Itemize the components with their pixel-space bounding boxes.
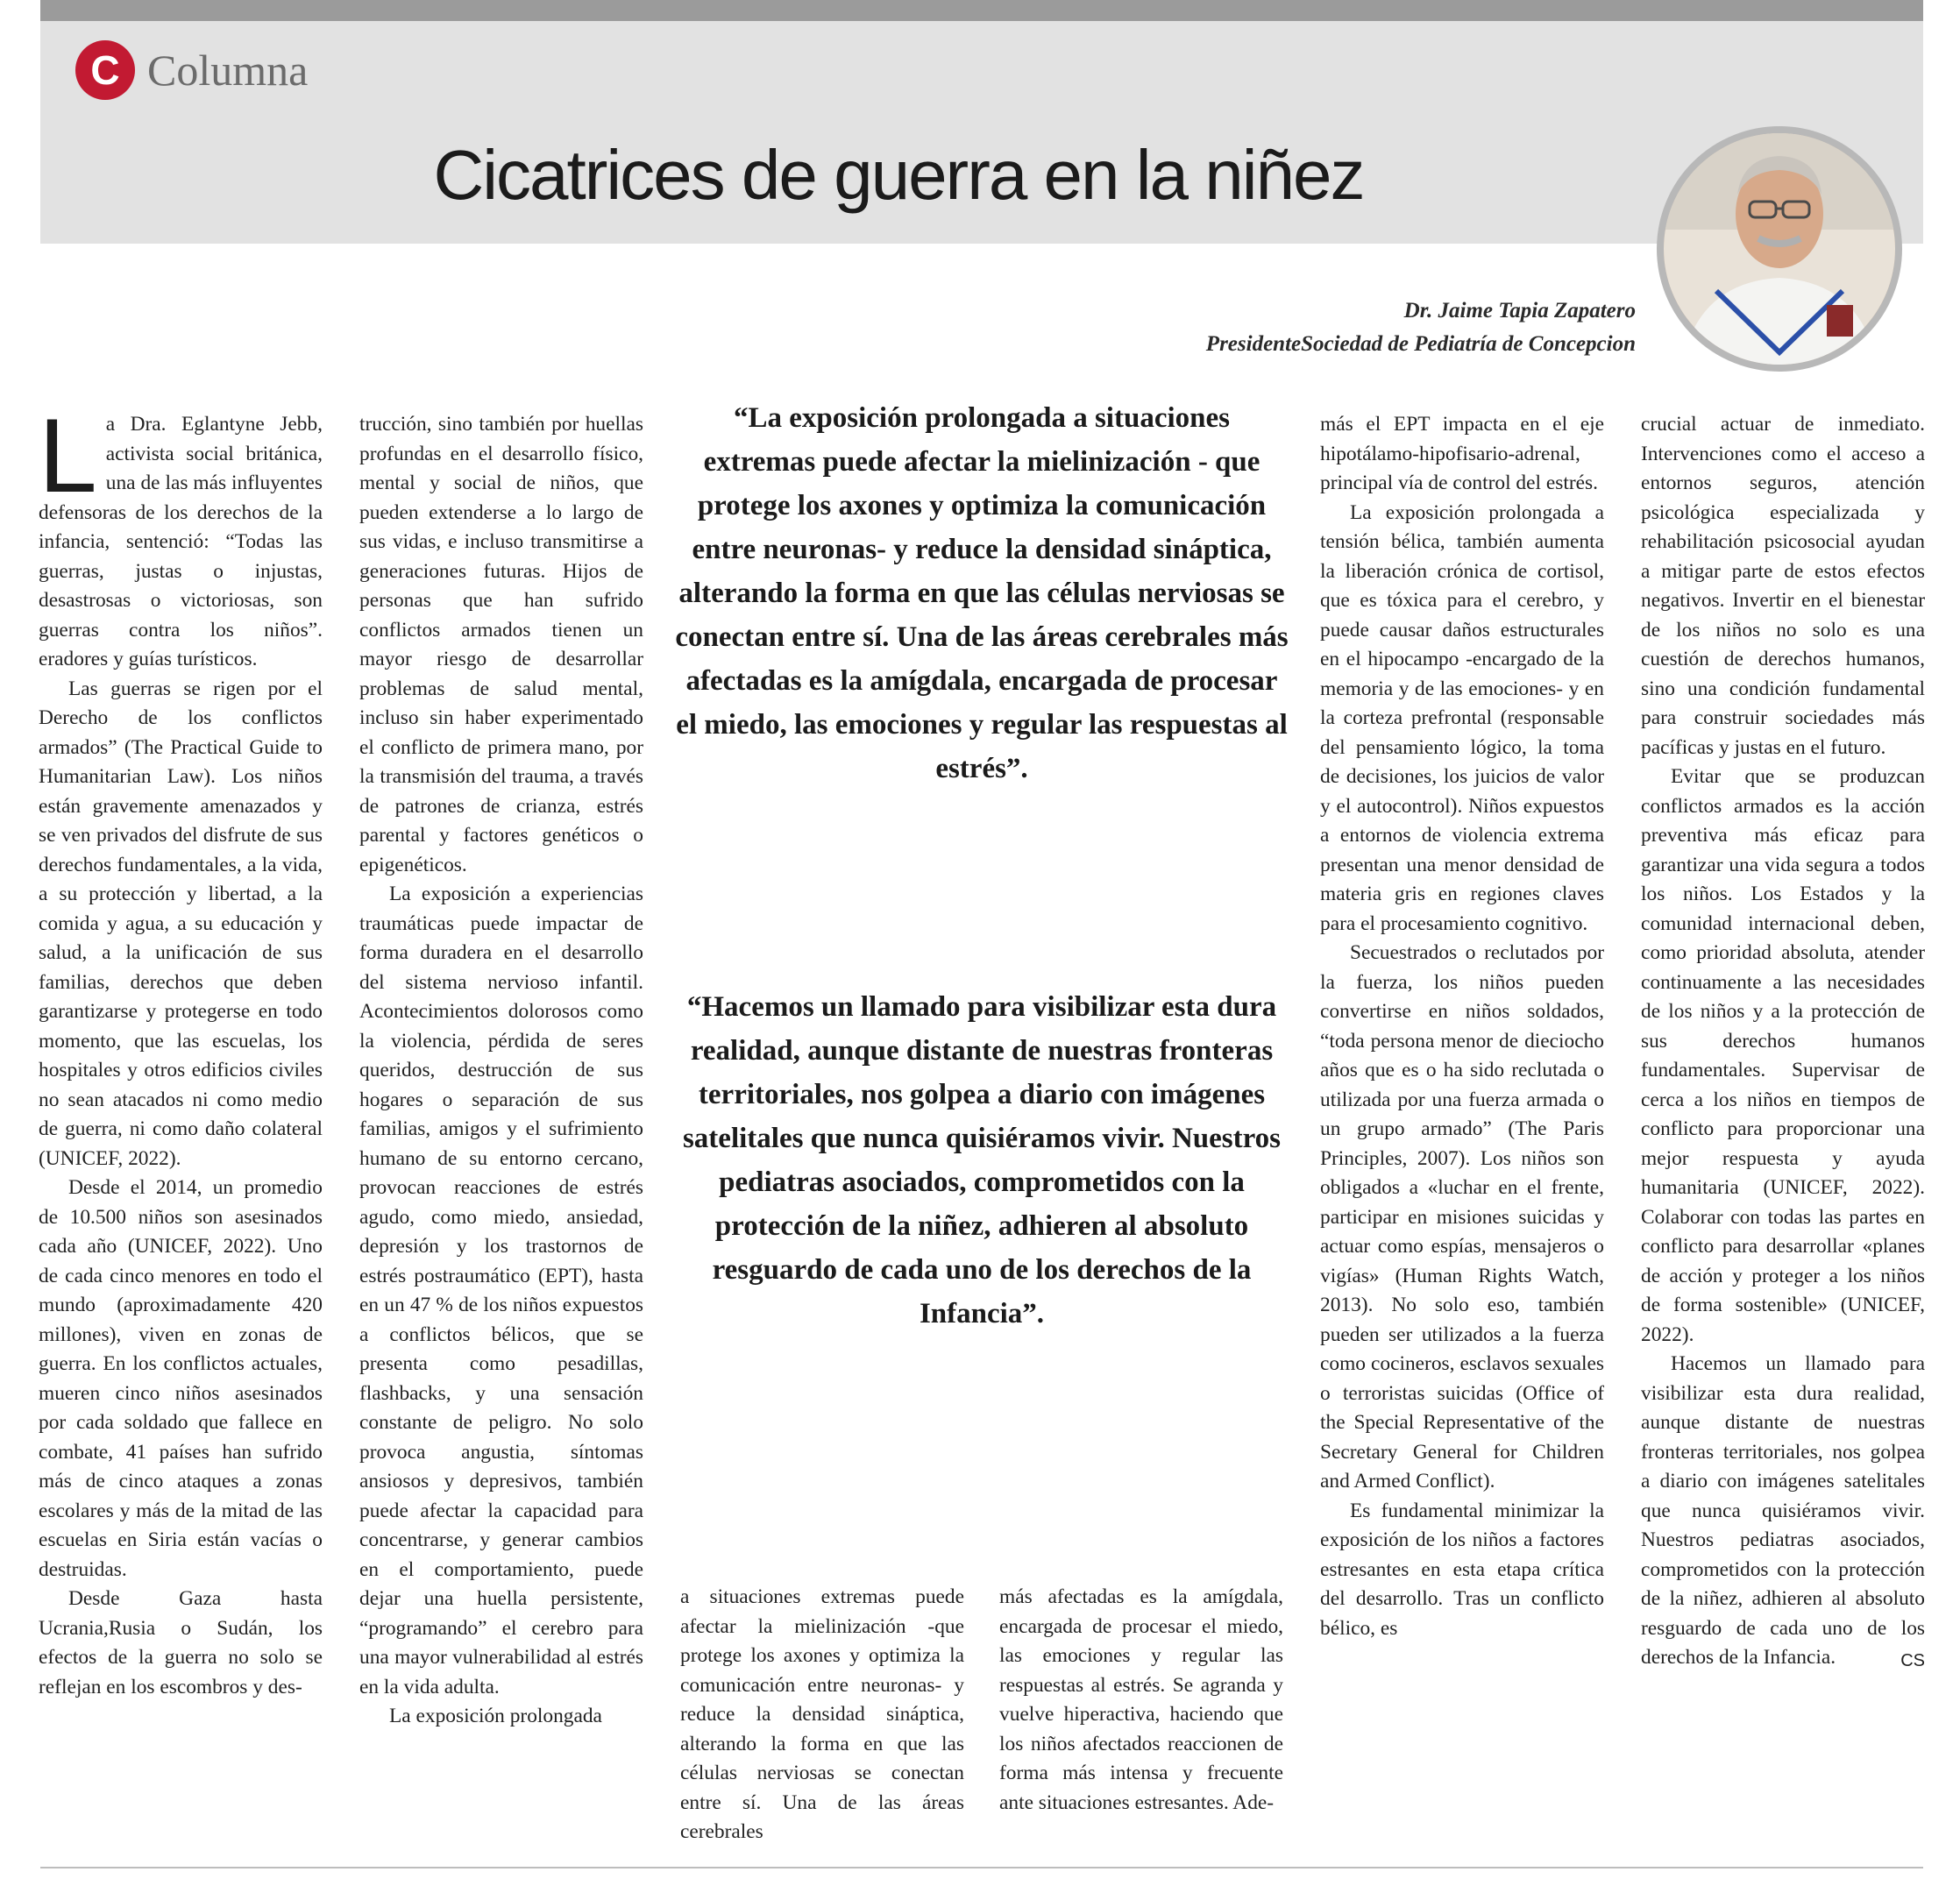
article-headline: Cicatrices de guerra en la niñez bbox=[433, 136, 1364, 214]
paragraph: a situaciones extremas puede afectar la mielinización -que protege los axones y optimiza la comunicación entre neuronas- y reduce la densidad sináptica, alterando la forma en que las células nerviosas se conectan entre sí. Una de las áreas cerebrales bbox=[680, 1585, 964, 1843]
section-logo-icon: C bbox=[75, 40, 135, 100]
author-portrait bbox=[1657, 126, 1902, 372]
paragraph: La exposición prolongada a tensión bélica, también aumenta la liberación crónica de cortisol, que es tóxica para el cerebro, y puede causar daños estructurales en el hipocampo -encargado de la memoria y de las emociones- y en la corteza prefrontal (responsable del pensamiento lógico, la toma de decisiones, los juicios de valor y el autocontrol). Niños expuestos a entornos de violencia extrema presentan una menor densidad de materia gris en regiones claves para el procesamiento cognitivo. bbox=[1320, 500, 1604, 935]
column-3-left bbox=[680, 1583, 964, 1847]
author-byline bbox=[1206, 294, 1636, 361]
author-name: Dr. Jaime Tapia Zapatero bbox=[1403, 299, 1636, 323]
paragraph: Hacemos un llamado para visibilizar esta dura realidad, aunque distante de nuestras fronteras territoriales, nos golpea a diario con imágenes satelitales que nunca quisiéramos vivir. Nuestros pediatras asociados, comprometidos con la protección de la niñez, adhieren al absoluto resguardo de cada uno de los derechos de la Infancia. CS bbox=[1641, 1350, 1925, 1673]
end-mark-icon: CS bbox=[1900, 1651, 1925, 1670]
top-bar bbox=[40, 0, 1923, 21]
column-2 bbox=[359, 410, 643, 1732]
paragraph: Desde el 2014, un promedio de 10.500 niños son asesinados cada año (UNICEF, 2022). Uno de cada cinco menores en todo el mundo (aproximadamente 420 millones), viven en zonas de guerra. En los conflictos actuales, mueren cinco niños asesinados por cada soldado que fallece en combate, 41 países han sufrido más de cinco ataques a zonas escolares y más de la mitad de las escuelas en Siria están vacías o destruidas. bbox=[39, 1176, 323, 1581]
bottom-rule bbox=[40, 1867, 1923, 1868]
paragraph: crucial actuar de inmediato. Intervenciones como el acceso a entornos seguros, atención psicológica especializada y rehabilitación psicosocial ayudan a mitigar parte de estos efectos negativos. Invertir en el bienestar de los niños no solo es una cuestión de derechos humanos, sino una condición fundamental para construir sociedades más pacíficas y justas en el futuro. bbox=[1641, 413, 1925, 759]
column-1 bbox=[39, 397, 323, 1702]
pull-quote-1: “La exposición prolongada a situaciones extremas puede afectar la mielinización - que protege los axones y optimiza la comunicación entre neuronas- y reduce la densidad sináptica, alterando la forma en que las células nerviosas se conectan entre sí. Una de las áreas cerebrales más afectadas es la amígdala, encargada de procesar el miedo, las emociones y regular las respuestas al estrés”. bbox=[675, 402, 1289, 784]
paragraph: Desde Gaza hasta Ucrania,Rusia o Sudán, los efectos de la guerra no solo se reflejan en los escombros y des- bbox=[39, 1587, 323, 1698]
author-portrait-icon bbox=[1664, 133, 1895, 365]
paragraph: La exposición a experiencias traumáticas puede impactar de forma duradera en el desarrollo del sistema nervioso infantil. Acontecimientos dolorosos como la violencia, pérdida de seres queridos, destrucción de sus hogares o separación de sus familias, amigos y el sufrimiento humano de su entorno cercano, provocan reacciones de estrés agudo, como miedo, ansiedad, depresión y los trastornos de estrés postraumático (EPT), hasta en un 47 % de los niños expuestos a conflictos bélicos, que se presenta como pesadillas, flashbacks, y una sensación constante de peligro. No solo provoca angustia, síntomas ansiosos y depresivos, también puede afectar la capacidad para concentrarse, y generar cambios en el comportamiento, puede dejar una huella persistente, “programando” el cerebro para una mayor vulnerabilidad al estrés en la vida adulta. bbox=[359, 883, 643, 1698]
paragraph: más el EPT impacta en el eje hipotálamo-hipofisario-adrenal, principal vía de control del estrés. bbox=[1320, 413, 1604, 494]
paragraph: más afectadas es la amígdala, encargada de procesar el miedo, las emociones y regular las respuestas al estrés. Se agranda y vuelve hiperactiva, haciendo que los niños afectados reaccionen de forma más intensa y frecuente ante situaciones estresantes. Ade- bbox=[999, 1585, 1283, 1814]
section-label: Columna bbox=[147, 46, 309, 95]
paragraph: La exposición prolongada bbox=[389, 1705, 602, 1727]
column-5 bbox=[1641, 410, 1925, 1677]
paragraph: La Dra. Eglantyne Jebb, activista social británica, una de las más influyentes defensoras de los derechos de la infancia, sentenció: “Todas las guerras, justas o injustas, desastrosas o victoriosas, son guerras contra los niños”. eradores y guías turísticos. bbox=[39, 397, 323, 670]
drop-cap: L bbox=[39, 397, 97, 514]
paragraph: trucción, sino también por huellas profundas en el desarrollo físico, mental y social de niños, que pueden extenderse a lo largo de sus vidas, e incluso transmitirse a generaciones futuras. Hijos de personas que han sufrido conflictos armados tienen un mayor riesgo de desarrollar problemas de salud mental, incluso sin haber experimentado el conflicto de primera mano, por la transmisión del trauma, a través de patrones de crianza, estrés parental y factores genéticos o epigenéticos. bbox=[359, 413, 643, 876]
paragraph: Las guerras se rigen por el Derecho de los conflictos armados” (The Practical Guide to Humanitarian Law). Los niños están gravemente amenazados y se ven privados del disfrute de sus derechos fundamentales, a la vida, a su protección y libertad, a la comida y agua, a su educación y salud, a la unificación de sus familias, derechos que deben garantizarse y protegerse en todo momento, que las escuelas, los hospitales y otros edificios civiles no sean atacados ni como medio de guerra, ni como daño colateral (UNICEF, 2022). bbox=[39, 677, 323, 1170]
pull-quote-2: “Hacemos un llamado para visibilizar esta dura realidad, aunque distante de nuestras fronteras territoriales, nos golpea a diario con imágenes satelitales que nunca quisiéramos vivir. Nuestros pediatras asociados, comprometidos con la protección de la niñez, adhieren al absoluto resguardo de cada uno de los derechos de la Infancia”. bbox=[682, 991, 1282, 1329]
paragraph: Evitar que se produzcan conflictos armados es la acción preventiva más eficaz para garantizar una vida segura a todos los niños. Los Estados y la comunidad internacional deben, como prioridad absoluta, atender continuamente a las necesidades de los niños y a la protección de sus derechos humanos fundamentales. Supervisar de cerca a los niños en tiempos de conflicto para proporcionar una mejor respuesta y ayuda humanitaria (UNICEF, 2022). Colaborar con todas las partes en conflicto para desarrollar «planes de acción y proteger a los niños de forma sostenible» (UNICEF, 2022). bbox=[1641, 765, 1925, 1346]
paragraph: Es fundamental minimizar la exposición de los niños a factores estresantes en esta etapa crítica del desarrollo. Tras un conflicto bélico, es bbox=[1320, 1499, 1604, 1640]
column-4 bbox=[1320, 410, 1604, 1643]
column-3-right bbox=[999, 1583, 1283, 1818]
paragraph: Secuestrados o reclutados por la fuerza, los niños pueden convertirse en niños soldados, “toda persona menor de dieciocho años que es o ha sido reclutada o utilizada por una fuerza armada o un grupo armado” (The Paris Principles, 2007). Los niños son obligados a «luchar en el frente, participar en misiones suicidas y actuar como espías, mensajeros o vigías» (Human Rights Watch, 2013). No solo eso, también pueden ser utilizados a la fuerza como cocineros, esclavos sexuales o terroristas suicidas (Office of the Special Representative of the Secretary General for Children and Armed Conflict). bbox=[1320, 941, 1604, 1493]
author-role: PresidenteSociedad de Pediatría de Concepcion bbox=[1205, 332, 1636, 356]
